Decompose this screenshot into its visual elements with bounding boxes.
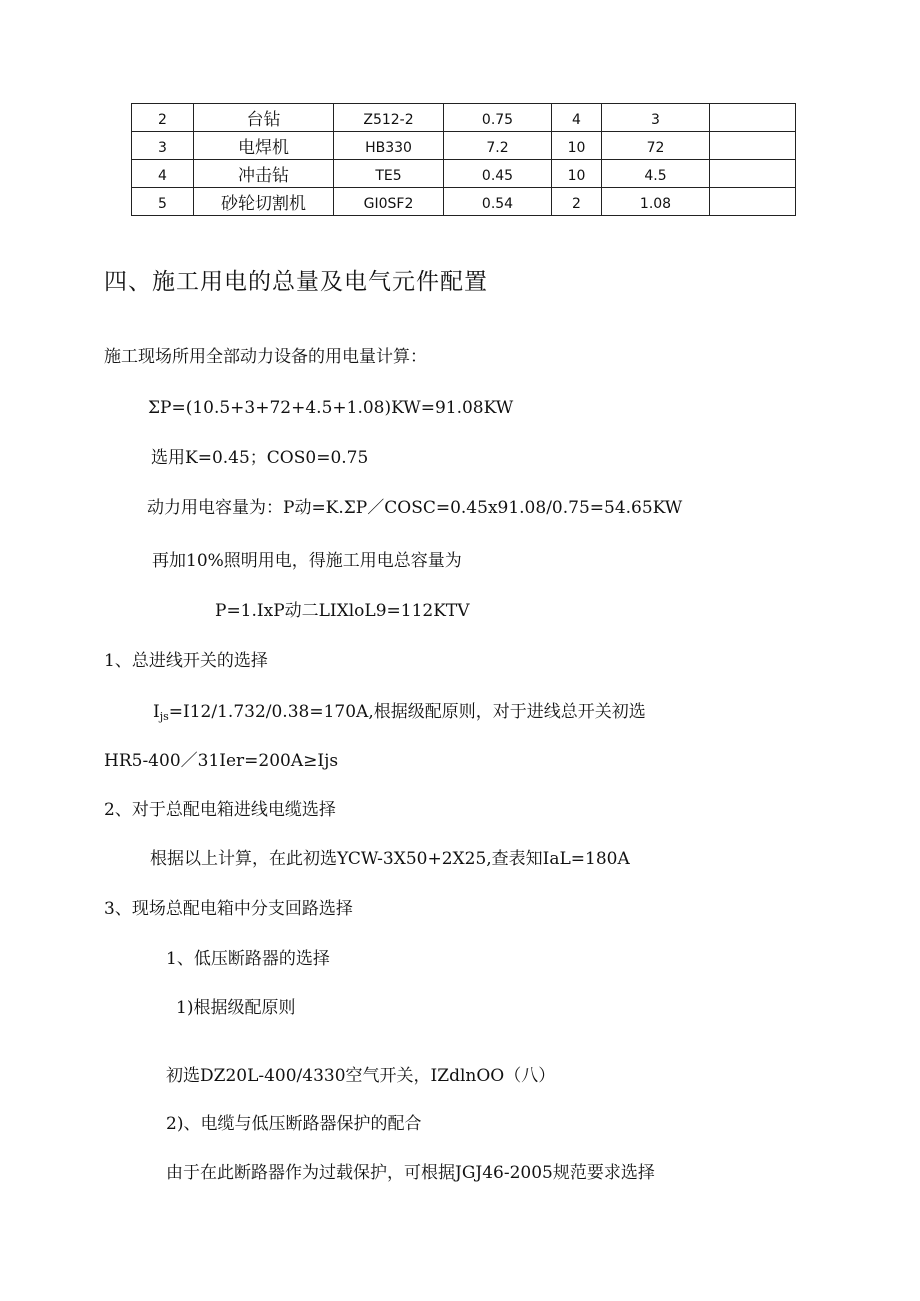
subsection-1-title: 1、低压断路器的选择 <box>166 949 330 969</box>
table-cell-name <box>194 104 334 132</box>
table-cell-qty <box>552 132 602 160</box>
ijs-subscript: js <box>159 710 169 723</box>
cell-text: 5 <box>158 196 167 212</box>
power-capacity-formula: 动力用电容量为：P动=K.ΣP／COSC=0.45x91.08/0.75=54.65KW <box>147 498 683 518</box>
table-row <box>132 188 796 216</box>
table-cell-model <box>334 132 444 160</box>
intro-line: 施工现场所用全部动力设备的用电量计算： <box>104 347 427 367</box>
table-row <box>132 132 796 160</box>
cell-text: 3 <box>651 112 660 128</box>
table-cell-model <box>334 160 444 188</box>
section-3-title: 3、现场总配电箱中分支回路选择 <box>104 899 353 919</box>
cell-text: 0.45 <box>481 168 514 184</box>
table-cell-no <box>132 132 194 160</box>
table-cell-power <box>444 104 552 132</box>
table-cell-total <box>602 132 710 160</box>
table-cell-note <box>710 132 796 160</box>
cell-text: 0.54 <box>481 196 514 212</box>
table-row <box>132 160 796 188</box>
table-cell-note <box>710 188 796 216</box>
table-cell-note <box>710 160 796 188</box>
cell-text: Z512-2 <box>363 112 414 128</box>
table-cell-total <box>602 104 710 132</box>
subsection-1-2: 2)、电缆与低压断路器保护的配合 <box>166 1114 422 1134</box>
table-cell-qty <box>552 104 602 132</box>
table-cell-model <box>334 104 444 132</box>
switch-model-line: HR5-400／31Ier=200A≥Ijs <box>104 751 339 771</box>
table-cell-qty <box>552 188 602 216</box>
table-cell-power <box>444 188 552 216</box>
cell-text: 72 <box>646 140 665 156</box>
table-cell-name <box>194 160 334 188</box>
table-cell-qty <box>552 160 602 188</box>
cell-text: HB330 <box>365 140 412 156</box>
ijs-symbol: I <box>153 702 160 722</box>
total-power-formula: P=1.IxP动二LIXloL9=112KTV <box>215 601 470 621</box>
cell-text: 1.08 <box>639 196 672 212</box>
cell-text: 3 <box>158 140 167 156</box>
table-row <box>132 104 796 132</box>
ijs-formula <box>153 700 646 729</box>
cell-text: 7.2 <box>486 140 509 156</box>
table-cell-total <box>602 188 710 216</box>
cell-text: 2 <box>158 112 167 128</box>
cell-text: 10 <box>567 168 586 184</box>
table-cell-no <box>132 104 194 132</box>
cell-text: 砂轮切割机 <box>221 194 306 214</box>
cell-text: 2 <box>572 196 581 212</box>
subsection-1-1: 1)根据级配原则 <box>176 998 296 1018</box>
table-cell-note <box>710 104 796 132</box>
cell-text: 0.75 <box>481 112 514 128</box>
cell-text: 台钻 <box>246 110 281 130</box>
cell-text: TE5 <box>375 168 402 184</box>
section-1-title: 1、总进线开关的选择 <box>104 651 268 671</box>
cell-text: 冲击钻 <box>238 166 289 186</box>
sum-power-formula: ΣP=(10.5+3+72+4.5+1.08)KW=91.08KW <box>148 398 514 418</box>
table-cell-name <box>194 132 334 160</box>
table-cell-power <box>444 132 552 160</box>
table-cell-model <box>334 188 444 216</box>
equipment-table <box>131 103 796 216</box>
initial-selection-line: 初选DZ20L-400/4330空气开关，IZdlnOO（八） <box>166 1066 556 1086</box>
table-cell-no <box>132 188 194 216</box>
table-cell-no <box>132 160 194 188</box>
cable-selection-line: 根据以上计算，在此初选YCW-3X50+2X25,查表知IaL=180A <box>150 849 630 869</box>
cell-text: 4.5 <box>644 168 667 184</box>
table-cell-power <box>444 160 552 188</box>
section-heading: 四、施工用电的总量及电气元件配置 <box>104 269 488 295</box>
reason-line: 由于在此断路器作为过载保护，可根据JGJ46-2005规范要求选择 <box>166 1163 655 1183</box>
cell-text: 电焊机 <box>238 138 289 158</box>
table-cell-name <box>194 188 334 216</box>
equipment-table-body <box>132 104 796 216</box>
cell-text: 4 <box>158 168 167 184</box>
table-cell-total <box>602 160 710 188</box>
lighting-line: 再加10%照明用电，得施工用电总容量为 <box>152 551 462 571</box>
cell-text: 10 <box>567 140 586 156</box>
coefficient-line: 选用K=0.45；COS0=0.75 <box>151 448 369 468</box>
cell-text: 4 <box>572 112 581 128</box>
ijs-rest: =I12/1.732/0.38=170A,根据级配原则，对于进线总开关初选 <box>168 702 646 722</box>
cell-text: GI0SF2 <box>363 196 414 212</box>
section-2-title: 2、对于总配电箱进线电缆选择 <box>104 800 336 820</box>
